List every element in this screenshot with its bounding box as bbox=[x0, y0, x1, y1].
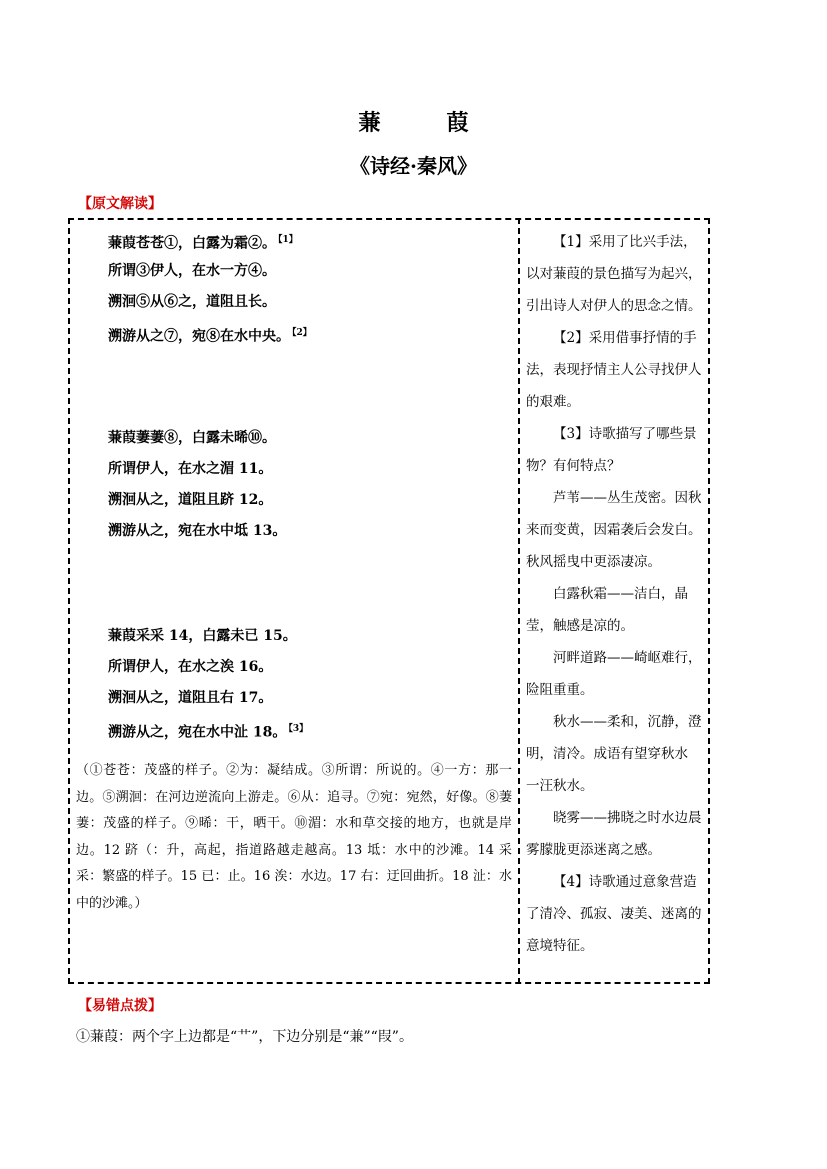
annotation-item: 【3】诗歌描写了哪些景物？有何特点？ bbox=[526, 426, 697, 474]
page-subtitle: 《诗经·秦风》 bbox=[350, 154, 477, 178]
section-label-errors: 【易错点拨】 bbox=[78, 998, 162, 1014]
poem-line: 溯洄从之，道阻且跻 12。 bbox=[108, 492, 273, 508]
poem-line: 溯洄⑤从⑥之，道阻且长。 bbox=[108, 294, 276, 310]
annotation-item: 秋水——柔和，沉静，澄明，清冷。成语有望穿秋水 一汪秋水。 bbox=[526, 714, 702, 794]
poem-line: 溯洄从之，道阻且右 17。 bbox=[108, 690, 273, 706]
poem-line: 溯游从之⑦，宛⑧在水中央。 $^{【2】}$ bbox=[108, 328, 312, 345]
glossary-notes: （①苍苍：茂盛的样子。②为：凝结成。③所谓：所说的。④一方：那一边。⑤溯洄：在河边逆流向上游走。⑥从：追寻。⑦宛：宛然，好像。⑧萋萋：茂盛的样子。⑨晞：干，晒干。⑩湄：水和草交接的地方，也就是岸边。12 跻（：升，高起，指道路越走越高。13 坻：水中的沙滩。14 采采：繁盛的样子。15 已：止。16 涘：水边。17 右：迂回曲折。18 沚：水中的沙滩。） bbox=[76, 763, 512, 911]
poem-line: 所谓③伊人，在水一方④。 bbox=[108, 263, 276, 279]
annotation-item: 【1】采用了比兴手法，以对蒹葭的景色描写为起兴，引出诗人对伊人的思念之情。 bbox=[526, 234, 702, 314]
poem-line: 蒹葭采采 14，白露未已 15。 bbox=[108, 628, 297, 644]
annotation-item: 【4】诗歌通过意象营造了清冷、孤寂、凄美、迷离的意境特征。 bbox=[526, 874, 702, 954]
annotation-item: 晓雾——拂晓之时水边晨雾朦胧更添迷离之感。 bbox=[526, 810, 702, 858]
error-tip: ①蒹葭：两个字上边都是“艹”，下边分别是“兼”“叚”。 bbox=[76, 1029, 413, 1045]
annotation-item: 【2】采用借事抒情的手法，表现抒情主人公寻找伊人的艰难。 bbox=[526, 330, 702, 410]
annotation-item: 芦苇——丛生茂密。因秋来而变黄，因霜袭后会发白。秋风摇曳中更添凄凉。 bbox=[526, 490, 702, 570]
annotation-item: 河畔道路——崎岖难行，险阻重重。 bbox=[526, 650, 702, 698]
poem-line: 溯游从之，宛在水中沚 18。 $^{【3】}$ bbox=[108, 724, 309, 741]
poem-line: 蒹葭苍苍①，白露为霜②。 $^{【1】}$ bbox=[108, 235, 298, 252]
poem-line: 所谓伊人，在水之湄 11。 bbox=[108, 461, 273, 477]
poem-stanza-2 bbox=[108, 428, 508, 552]
column-divider bbox=[518, 218, 520, 984]
poem-line: 所谓伊人，在水之涘 16。 bbox=[108, 659, 273, 675]
annotation-item: 白露秋霜——洁白，晶莹，触感是凉的。 bbox=[526, 586, 688, 634]
poem-stanza-3 bbox=[108, 626, 508, 750]
poem-line: 蒹葭萋萋⑧，白露未晞⑩。 bbox=[108, 430, 276, 446]
annotations-column bbox=[526, 226, 706, 962]
page-title: 蒹 葭 bbox=[358, 110, 491, 136]
section-label-original: 【原文解读】 bbox=[78, 196, 162, 212]
poem-stanza-1 bbox=[108, 230, 508, 354]
poem-line: 溯游从之，宛在水中坻 13。 bbox=[108, 523, 287, 539]
